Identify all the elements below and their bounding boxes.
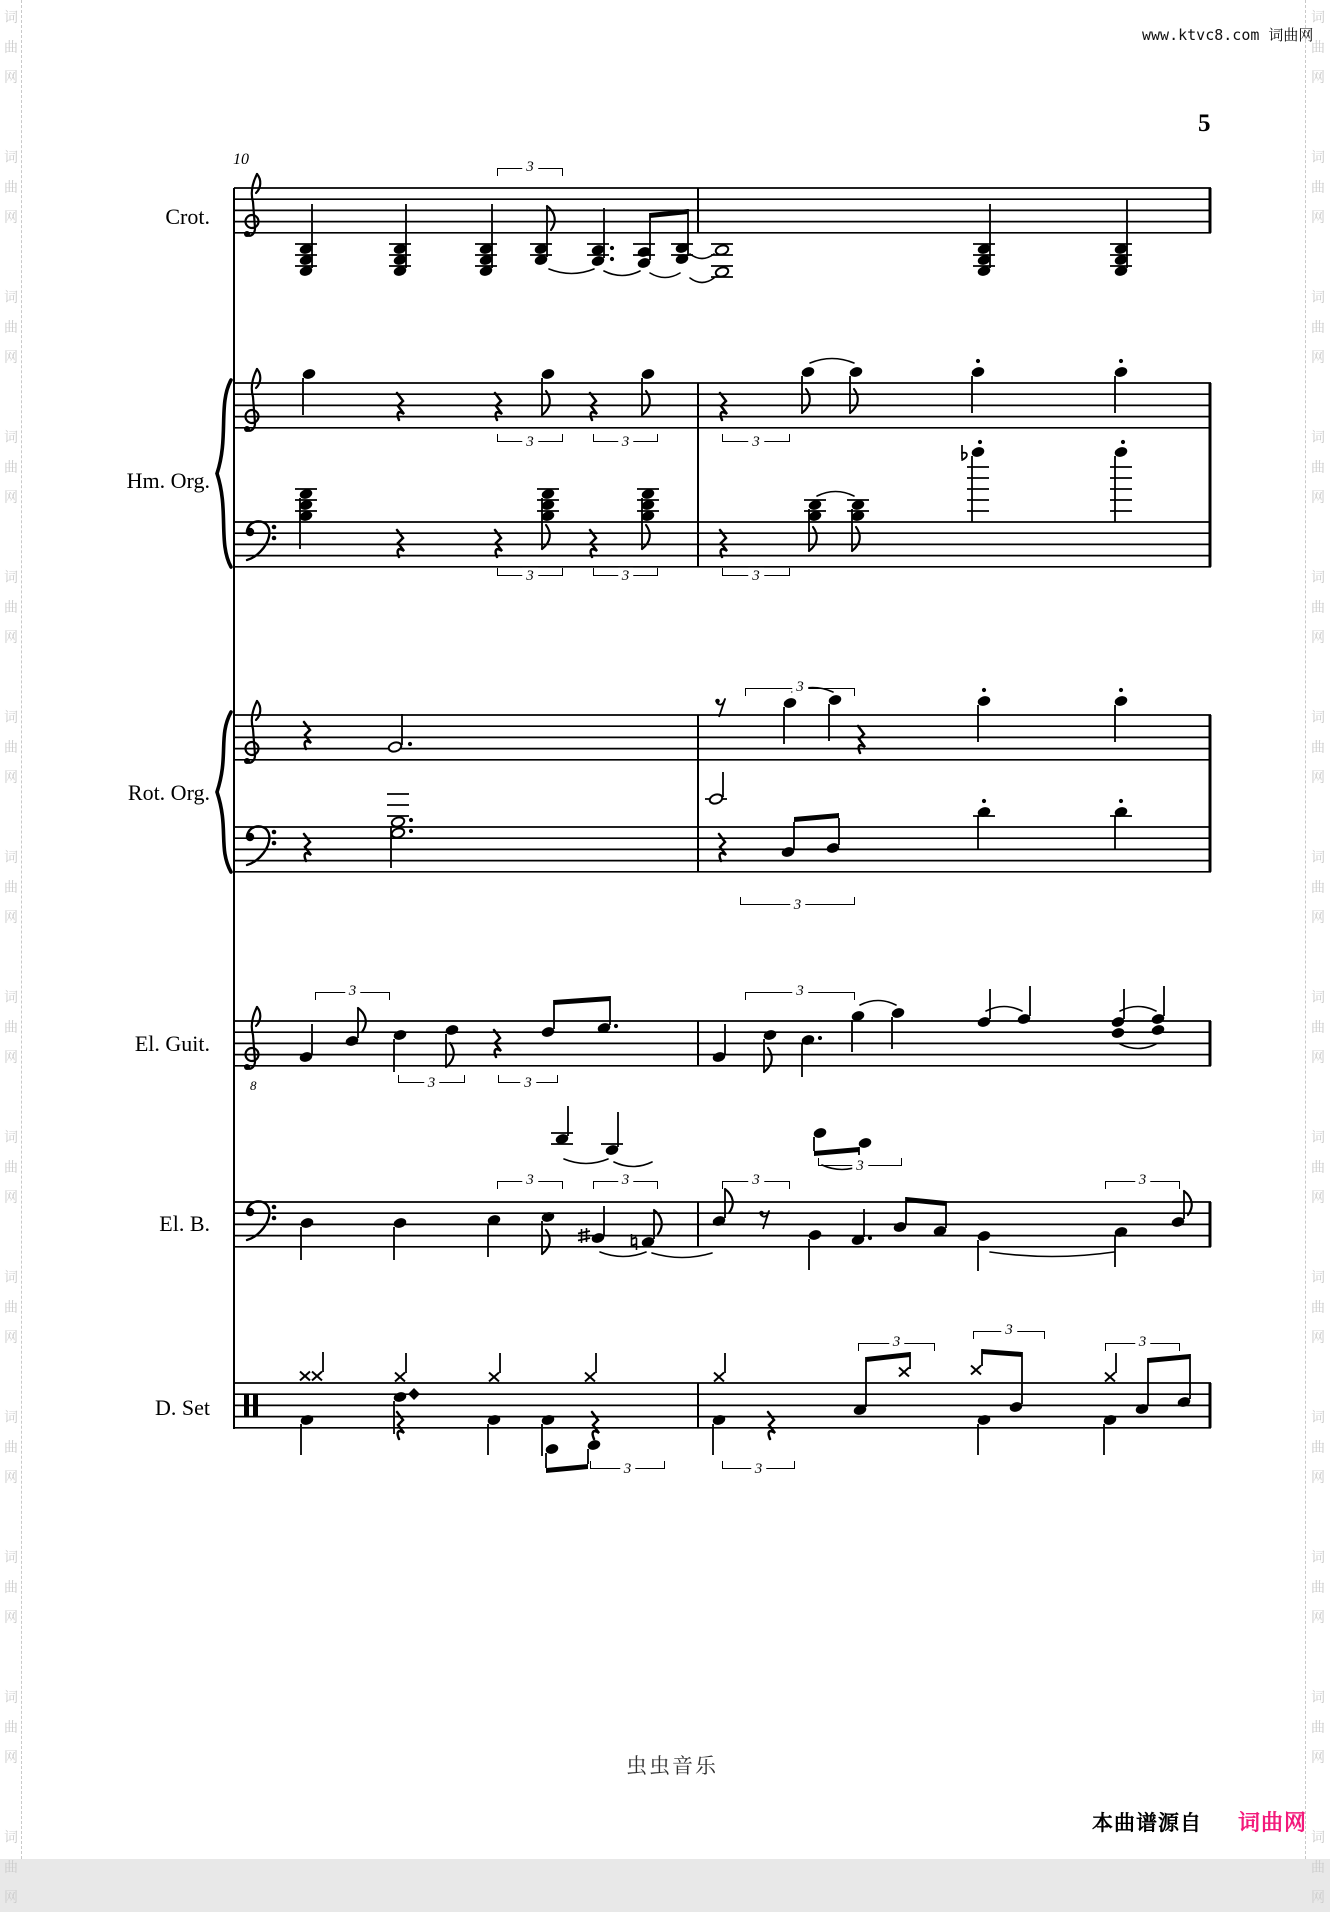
watermark-group	[1308, 1122, 1328, 1212]
watermark-char: 词	[4, 149, 18, 165]
tuplet-number: 3	[748, 568, 764, 585]
tuplet-bracket	[1105, 1172, 1180, 1189]
watermark-char: 曲	[1311, 879, 1325, 895]
watermark-group	[1, 842, 21, 932]
watermark-char: 网	[1311, 1329, 1325, 1345]
tuplet-number: 3	[1135, 1334, 1151, 1351]
watermark-char: 网	[1311, 769, 1325, 785]
tuplet-number: 3	[345, 983, 361, 1000]
watermark-group	[1308, 1262, 1328, 1352]
tuplet-bracket	[745, 679, 855, 696]
tuplet-bracket	[1105, 1334, 1180, 1351]
site-watermark: www.ktvc8.com 词曲网	[1142, 26, 1314, 44]
bass-clef-icon	[246, 1201, 277, 1240]
watermark-char: 网	[4, 349, 18, 365]
treble-clef-icon	[244, 174, 260, 237]
watermark-char: 词	[1311, 1129, 1325, 1145]
watermark-char: 词	[4, 1829, 18, 1845]
watermark-char: 词	[4, 289, 18, 305]
watermark-group	[1308, 142, 1328, 232]
watermark-char: 词	[1311, 1269, 1325, 1285]
watermark-char: 网	[4, 69, 18, 85]
tuplet-number: 3	[618, 568, 634, 585]
tuplet-bracket	[497, 1172, 563, 1189]
watermark-char: 曲	[4, 1299, 18, 1315]
tuplet-bracket	[497, 433, 563, 450]
watermark-group	[1308, 982, 1328, 1072]
watermark-group	[1308, 1542, 1328, 1632]
watermark-group	[1308, 282, 1328, 372]
tuplet-number: 3	[751, 1461, 767, 1478]
tuplet-number: 3	[748, 1172, 764, 1189]
octave-8-label: 8	[250, 1078, 257, 1093]
tuplet-bracket	[590, 1460, 665, 1477]
watermark-char: 曲	[1311, 1159, 1325, 1175]
watermark-char: 曲	[1311, 1439, 1325, 1455]
watermark-char: 网	[1311, 1049, 1325, 1065]
watermark-group	[1308, 422, 1328, 512]
watermark-char: 词	[1311, 289, 1325, 305]
watermark-group	[1308, 1822, 1328, 1912]
tuplet-bracket	[722, 433, 790, 450]
bass-clef-icon	[246, 521, 277, 560]
left-watermark-column	[1, 2, 21, 1905]
tuplet-bracket	[315, 983, 390, 1000]
watermark-char: 曲	[1311, 39, 1325, 55]
watermark-char: 网	[1311, 909, 1325, 925]
tuplet-number: 3	[522, 434, 538, 451]
instrument-label-crotales: Crot.	[165, 204, 210, 229]
tuplet-number: 3	[792, 983, 808, 1000]
watermark-group	[1308, 562, 1328, 652]
tuplet-bracket	[398, 1074, 465, 1091]
watermark-char: 词	[1311, 149, 1325, 165]
watermark-group	[1308, 842, 1328, 932]
tuplet-bracket	[593, 433, 658, 450]
watermark-group	[1, 982, 21, 1072]
watermark-char: 曲	[4, 1019, 18, 1035]
tuplet-number: 3	[522, 568, 538, 585]
watermark-char: 曲	[1311, 599, 1325, 615]
watermark-char: 网	[1311, 489, 1325, 505]
watermark-char: 词	[4, 1129, 18, 1145]
watermark-group	[1, 1542, 21, 1632]
right-watermark-column	[1308, 2, 1328, 1905]
watermark-char: 网	[1311, 1609, 1325, 1625]
watermark-char: 词	[4, 9, 18, 25]
watermark-char: 曲	[1311, 1579, 1325, 1595]
watermark-char: 曲	[4, 599, 18, 615]
watermark-char: 曲	[4, 739, 18, 755]
watermark-char: 词	[4, 989, 18, 1005]
watermark-group	[1308, 1682, 1328, 1772]
tuplet-bracket	[722, 1460, 795, 1477]
staff-system-drum-set	[205, 1320, 1220, 1500]
watermark-char: 网	[4, 489, 18, 505]
watermark-char: 词	[4, 1409, 18, 1425]
tuplet-bracket	[858, 1334, 935, 1351]
watermark-char: 词	[1311, 849, 1325, 865]
watermark-char: 网	[1311, 209, 1325, 225]
watermark-group	[1, 1682, 21, 1772]
watermark-char: 网	[4, 1189, 18, 1205]
tuplet-number: 3	[618, 434, 634, 451]
page-number: 5	[1198, 110, 1211, 137]
tuplet-number: 3	[620, 1461, 636, 1478]
watermark-char: 网	[1311, 1469, 1325, 1485]
staff-system-crotales	[205, 140, 1220, 305]
source-note: 本曲谱源自	[1092, 1812, 1202, 1835]
tuplet-number: 3	[522, 1172, 538, 1189]
tuplet-number: 3	[522, 159, 538, 176]
instrument-label-el-bass: El. B.	[159, 1211, 210, 1236]
tuplet-number: 3	[424, 1075, 440, 1092]
watermark-group	[1, 1822, 21, 1912]
treble-clef-icon	[244, 369, 260, 432]
watermark-char: 网	[4, 1609, 18, 1625]
tuplet-bracket	[498, 1074, 558, 1091]
staff-system-rot-organ	[205, 640, 1220, 930]
watermark-char: 网	[1311, 69, 1325, 85]
instrument-label-hm-organ: Hm. Org.	[126, 468, 210, 493]
tuplet-bracket	[740, 896, 855, 913]
watermark-char: 词	[1311, 1549, 1325, 1565]
watermark-char: 曲	[1311, 1859, 1325, 1875]
tuplet-number: 3	[792, 679, 808, 696]
watermark-char: 网	[4, 1749, 18, 1765]
watermark-char: 词	[4, 1689, 18, 1705]
watermark-group	[1, 282, 21, 372]
watermark-char: 曲	[1311, 179, 1325, 195]
watermark-char: 词	[4, 569, 18, 585]
measure-number: 10	[233, 151, 249, 168]
watermark-char: 网	[4, 209, 18, 225]
watermark-char: 曲	[4, 1159, 18, 1175]
watermark-char: 曲	[4, 879, 18, 895]
watermark-char: 曲	[4, 39, 18, 55]
watermark-char: 词	[1311, 1409, 1325, 1425]
watermark-char: 词	[4, 849, 18, 865]
tuplet-bracket	[497, 567, 563, 584]
watermark-group	[1, 1262, 21, 1352]
watermark-char: 网	[1311, 1749, 1325, 1765]
tuplet-number: 3	[618, 1172, 634, 1189]
watermark-char: 曲	[1311, 319, 1325, 335]
watermark-char: 网	[4, 629, 18, 645]
watermark-group	[1, 1402, 21, 1492]
watermark-char: 网	[1311, 349, 1325, 365]
watermark-char: 词	[1311, 429, 1325, 445]
watermark-char: 词	[1311, 989, 1325, 1005]
treble-clef-icon	[244, 701, 260, 764]
watermark-group	[1, 702, 21, 792]
instrument-label-drum-set: D. Set	[155, 1395, 210, 1420]
staff-system-el-bass	[205, 1162, 1220, 1292]
tuplet-bracket	[722, 1172, 790, 1189]
watermark-group	[1, 2, 21, 92]
tuplet-number: 3	[889, 1334, 905, 1351]
watermark-char: 网	[4, 1049, 18, 1065]
right-watermark-divider	[1305, 0, 1306, 1859]
watermark-char: 词	[4, 429, 18, 445]
tuplet-bracket	[722, 567, 790, 584]
watermark-char: 曲	[1311, 459, 1325, 475]
watermark-char: 曲	[4, 319, 18, 335]
watermark-char: 曲	[4, 179, 18, 195]
watermark-char: 曲	[4, 459, 18, 475]
instrument-label-rot-organ: Rot. Org.	[127, 780, 210, 805]
tuplet-bracket	[593, 567, 658, 584]
tuplet-bracket	[745, 983, 855, 1000]
watermark-group	[1, 562, 21, 652]
watermark-char: 网	[1311, 1889, 1325, 1905]
watermark-char: 曲	[1311, 1719, 1325, 1735]
watermark-char: 词	[1311, 709, 1325, 725]
watermark-char: 词	[4, 709, 18, 725]
tuplet-bracket	[973, 1322, 1045, 1339]
watermark-char: 曲	[1311, 1019, 1325, 1035]
staff-system-hm-organ	[205, 300, 1220, 620]
watermark-char: 网	[4, 909, 18, 925]
watermark-char: 曲	[4, 1579, 18, 1595]
watermark-char: 曲	[1311, 739, 1325, 755]
watermark-group	[1308, 2, 1328, 92]
watermark-char: 网	[1311, 629, 1325, 645]
treble-clef-icon	[244, 1007, 260, 1070]
left-watermark-divider	[21, 0, 22, 1859]
watermark-char: 词	[1311, 1689, 1325, 1705]
watermark-char: 曲	[4, 1859, 18, 1875]
watermark-char: 网	[4, 769, 18, 785]
tuplet-number: 3	[1001, 1322, 1017, 1339]
tuplet-number: 3	[852, 1158, 868, 1175]
tuplet-number: 3	[520, 1075, 536, 1092]
watermark-group	[1, 1122, 21, 1212]
watermark-char: 网	[1311, 1189, 1325, 1205]
watermark-char: 词	[4, 1269, 18, 1285]
bass-clef-icon	[246, 826, 277, 865]
tuplet-bracket	[497, 159, 563, 176]
watermark-char: 曲	[1311, 1299, 1325, 1315]
watermark-char: 词	[4, 1549, 18, 1565]
watermark-char: 词	[1311, 569, 1325, 585]
instrument-label-el-guitar: El. Guit.	[134, 1031, 210, 1056]
watermark-char: 曲	[4, 1719, 18, 1735]
watermark-char: 网	[4, 1329, 18, 1345]
watermark-char: 曲	[4, 1439, 18, 1455]
watermark-char: 网	[4, 1469, 18, 1485]
source-brand: 词曲网	[1238, 1810, 1308, 1835]
tuplet-number: 3	[748, 434, 764, 451]
footer-watermark: 虫虫音乐	[626, 1754, 718, 1778]
tuplet-bracket	[818, 1157, 902, 1174]
watermark-group	[1, 422, 21, 512]
watermark-group	[1, 142, 21, 232]
tuplet-number: 3	[790, 897, 806, 914]
watermark-group	[1308, 702, 1328, 792]
watermark-char: 网	[4, 1889, 18, 1905]
tuplet-number: 3	[1135, 1172, 1151, 1189]
watermark-char: 词	[1311, 9, 1325, 25]
tuplet-bracket	[593, 1172, 658, 1189]
watermark-char: 词	[1311, 1829, 1325, 1845]
watermark-group	[1308, 1402, 1328, 1492]
